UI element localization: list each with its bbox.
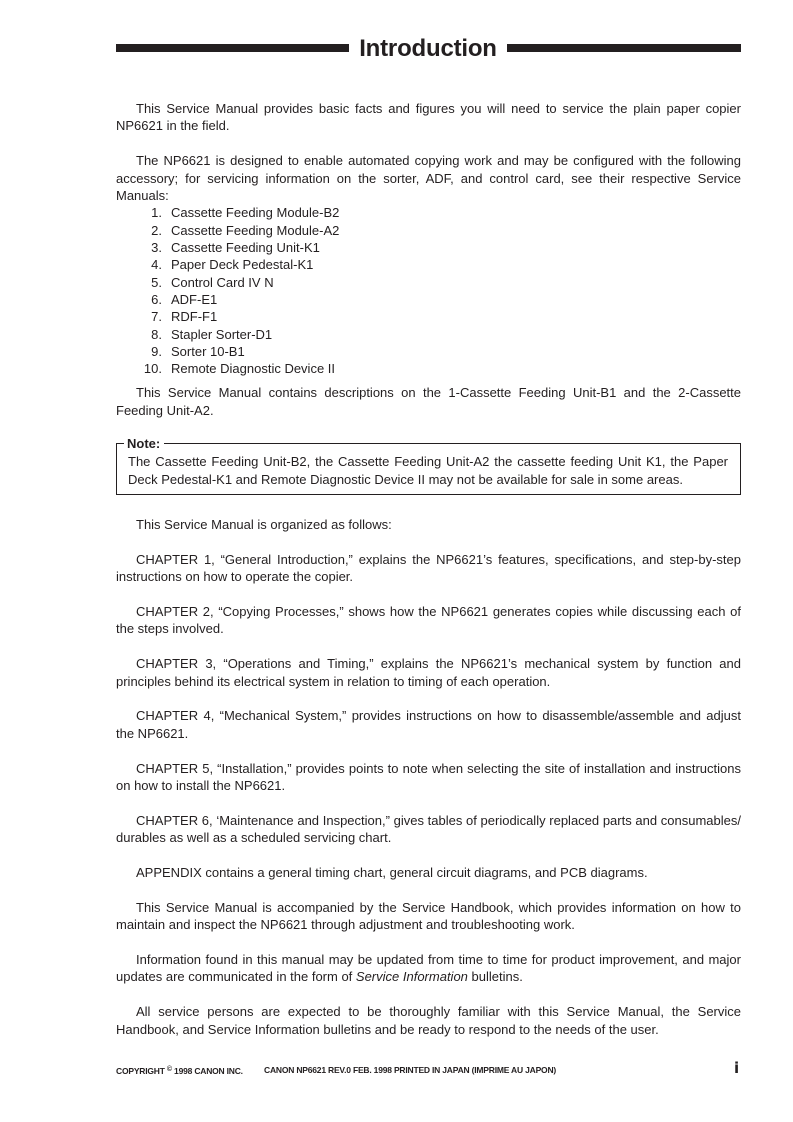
paragraph-familiar: All service persons are expected to be thoroughly familiar with this Service Manual, the Service Handbook, and Service Information bulletins and be ready to respond to the needs of the user. bbox=[116, 1004, 741, 1037]
list-item: 3. Cassette Feeding Unit-K1 bbox=[151, 240, 320, 256]
copyright-symbol: © bbox=[166, 1066, 172, 1073]
paragraph-organized: This Service Manual is organized as follows: bbox=[136, 517, 392, 533]
paragraph-contains: This Service Manual contains descriptions on the 1-Cassette Feeding Unit-B1 and the 2-Cassette Feeding Unit-A2. bbox=[116, 385, 741, 418]
service-information-emphasis: Service Information bbox=[355, 969, 468, 985]
note-text: The Cassette Feeding Unit-B2, the Cassette Feeding Unit-A2 the cassette feeding Unit K1, the Paper Deck Pedestal-K1 and Remote Diagnostic Device II may not be available for sale in some areas. bbox=[128, 454, 728, 487]
list-item: 1. Cassette Feeding Module-B2 bbox=[151, 205, 340, 221]
list-item: 5. Control Card IV N bbox=[151, 274, 274, 290]
paragraph-chapter-3: CHAPTER 3, “Operations and Timing,” explains the NP6621’s mechanical system by function and principles behind its electrical system in relation to timing of each operation. bbox=[116, 656, 741, 689]
list-item: 9. Sorter 10-B1 bbox=[151, 343, 245, 359]
paragraph-chapter-4: CHAPTER 4, “Mechanical System,” provides instructions on how to disassemble/assemble and adjust the NP6621. bbox=[116, 708, 741, 741]
list-item: 8. Stapler Sorter-D1 bbox=[151, 326, 273, 342]
paragraph-appendix: APPENDIX contains a general timing chart, general circuit diagrams, and PCB diagrams. bbox=[136, 865, 648, 881]
list-item: 4. Paper Deck Pedestal-K1 bbox=[151, 257, 314, 273]
page-header bbox=[116, 34, 741, 64]
footer-edition: CANON NP6621 REV.0 FEB. 1998 PRINTED IN JAPAN (IMPRIME AU JAPON) bbox=[264, 1065, 557, 1075]
header-rule-left bbox=[116, 44, 349, 52]
note-label: Note: bbox=[124, 435, 164, 452]
paragraph-intro: This Service Manual provides basic facts and figures you will need to service the plain paper copier NP6621 in the field. bbox=[116, 101, 741, 134]
paragraph-chapter-5: CHAPTER 5, “Installation,” provides points to note when selecting the site of installation and instructions on how to install the NP6621. bbox=[116, 760, 741, 794]
accessory-list bbox=[116, 204, 741, 377]
list-item: 6. ADF-E1 bbox=[151, 291, 218, 307]
page-footer bbox=[116, 1059, 741, 1083]
list-item: 7. RDF-F1 bbox=[151, 309, 218, 325]
paragraph-chapter-6: CHAPTER 6, ‘Maintenance and Inspection,” gives tables of periodically replaced parts and consumables/ durables as well as a scheduled servicing chart. bbox=[116, 812, 741, 846]
list-item: 2. Cassette Feeding Module-A2 bbox=[151, 222, 340, 238]
list-item: 10. Remote Diagnostic Device II bbox=[143, 361, 336, 377]
note-box bbox=[116, 436, 741, 495]
header-rule-right bbox=[507, 44, 741, 52]
paragraph-chapter-1: CHAPTER 1, “General Introduction,” explains the NP6621’s features, specifications, and step-by-step instructions on how to operate the copier. bbox=[116, 551, 741, 585]
page-number: i bbox=[734, 1059, 739, 1077]
page-title: Introduction bbox=[359, 35, 497, 62]
paragraph-handbook: This Service Manual is accompanied by the Service Handbook, which provides information on how to maintain and inspect the NP6621 through adjustment and troubleshooting work. bbox=[116, 899, 741, 933]
footer-copyright: COPYRIGHT © 1998 CANON INC. bbox=[116, 1066, 243, 1076]
paragraph-chapter-2: CHAPTER 2, “Copying Processes,” shows how the NP6621 generates copies while discussing each of the steps involved. bbox=[116, 604, 741, 637]
main-content bbox=[116, 100, 741, 1038]
paragraph-updates: Information found in this manual may be updated from time to time for product improvement, and major updates are communicated in the form of Service Information bulletins. bbox=[116, 952, 741, 985]
paragraph-designed: The NP6621 is designed to enable automated copying work and may be configured with the following accessory; for servicing information on the sorter, ADF, and control card, see their respective Service Manuals: bbox=[116, 153, 741, 204]
